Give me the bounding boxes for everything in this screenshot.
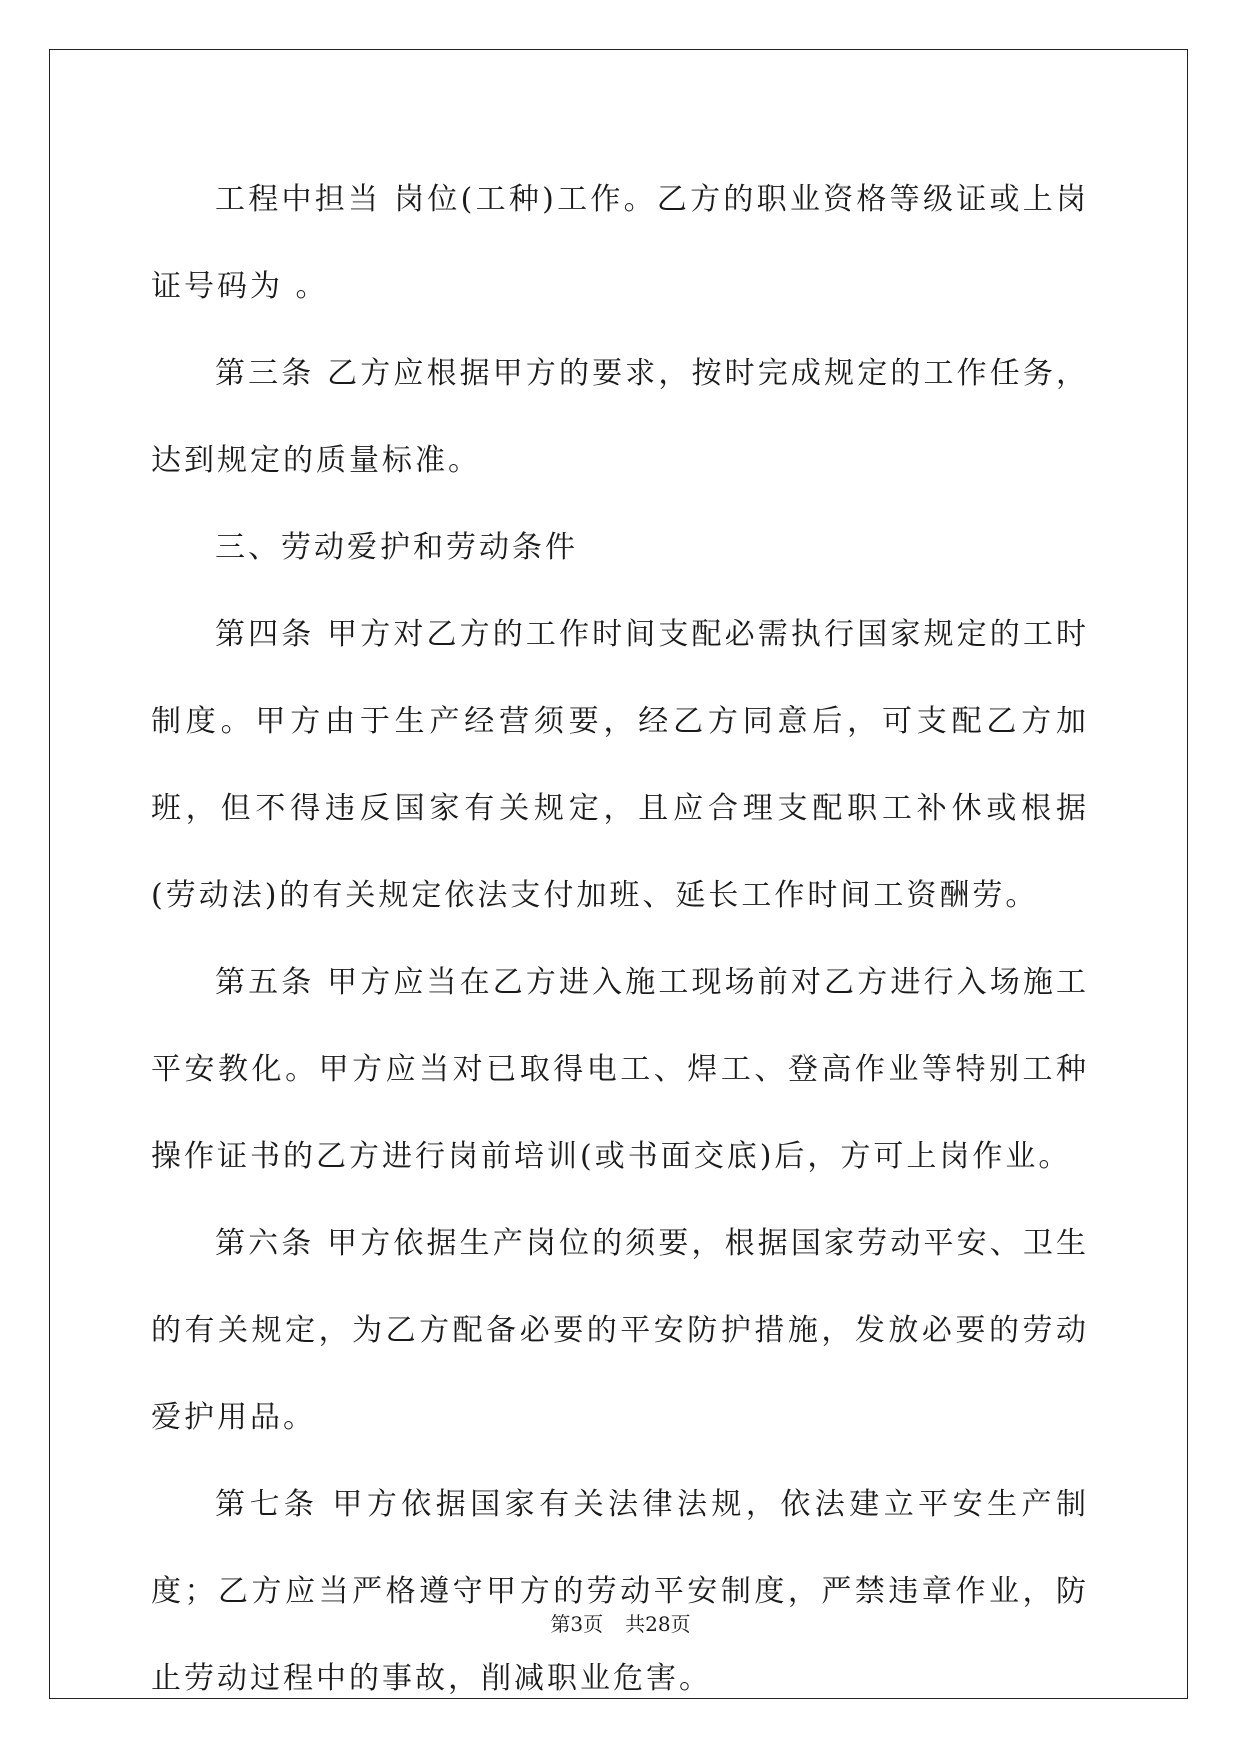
page-total: 共28页: [625, 1612, 691, 1636]
paragraph: 第七条 甲方依据国家有关法律法规，依法建立平安生产制度；乙方应当严格遵守甲方的劳动平安制度，严禁违章作业，防止劳动过程中的事故，削减职业危害。: [151, 1487, 1089, 1696]
page-footer: [0, 1612, 1241, 1636]
paragraph: 第四条 甲方对乙方的工作时间支配必需执行国家规定的工时制度。甲方由于生产经营须要，经乙方同意后，可支配乙方加班，但不得违反国家有关规定，且应合理支配职工补休或根据(劳动法)的有关规定依法支付加班、延长工作时间工资酬劳。: [151, 617, 1089, 913]
page-number: 第3页: [550, 1612, 604, 1636]
paragraph: 工程中担当 岗位(工种)工作。乙方的职业资格等级证或上岗证号码为 。: [151, 182, 1089, 304]
document-body: [151, 156, 1089, 1722]
paragraph: 第三条 乙方应根据甲方的要求，按时完成规定的工作任务，达到规定的质量标准。: [151, 356, 1089, 478]
paragraph: 第六条 甲方依据生产岗位的须要，根据国家劳动平安、卫生的有关规定，为乙方配备必要的平安防护措施，发放必要的劳动爱护用品。: [151, 1226, 1089, 1435]
paragraph: 第五条 甲方应当在乙方进入施工现场前对乙方进行入场施工平安教化。甲方应当对已取得电工、焊工、登高作业等特别工种操作证书的乙方进行岗前培训(或书面交底)后，方可上岗作业。: [151, 965, 1089, 1174]
section-heading: 三、劳动爱护和劳动条件: [215, 530, 578, 565]
